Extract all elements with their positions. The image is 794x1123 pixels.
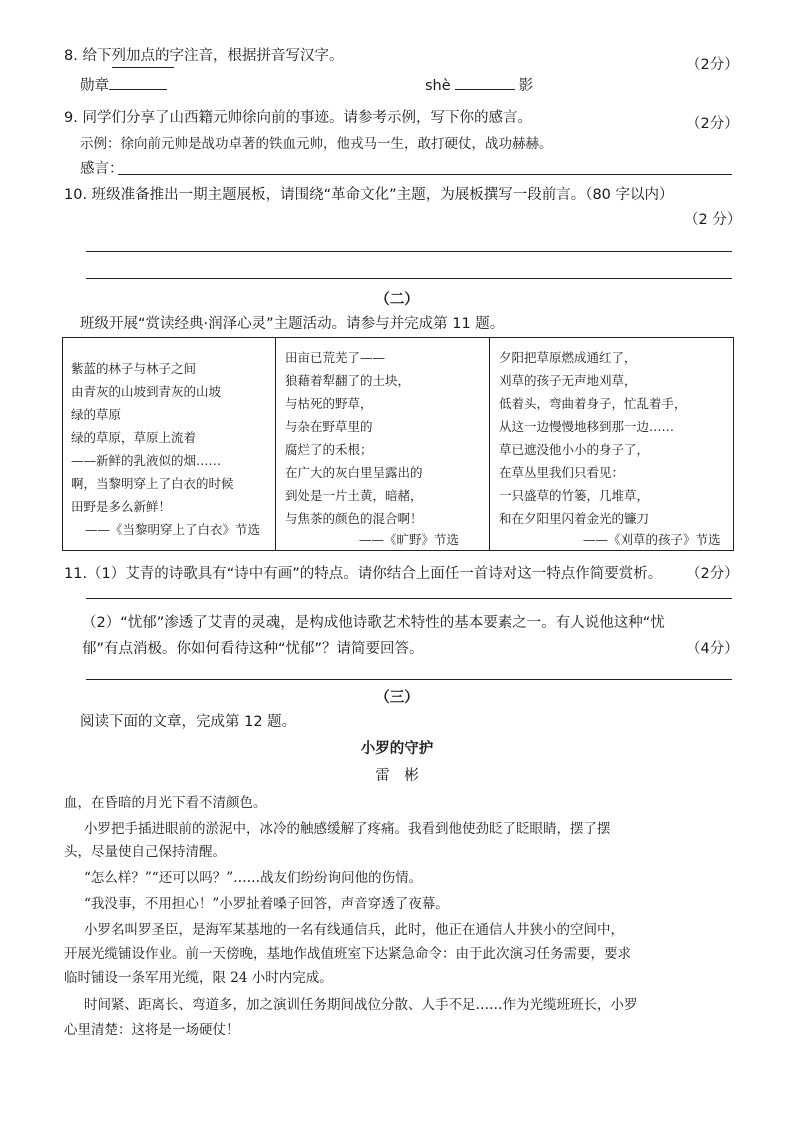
q8-item2-pinyin: shè	[425, 78, 451, 94]
poem1-line: 由青灰的山坡到青灰的山坡	[71, 384, 222, 399]
article-paragraph: 小罗把手插进眼前的淤泥中，冰冷的触感缓解了疼痛。我看到他使劲眨了眨眼睛，摆了摆	[84, 821, 611, 837]
q8-item1-upper-blank[interactable]	[112, 67, 174, 68]
q10-score: （2 分）	[684, 212, 742, 228]
q11-part2-line1: （2）“忧郁”渗透了艾青的灵魂，是构成他诗歌艺术特性的基本要素之一。有人说他这种“忧	[82, 615, 665, 631]
poem1-source: ——《当黎明穿上了白衣》节选	[85, 522, 261, 537]
poem2-line: 田亩已荒芜了——	[285, 350, 386, 365]
poem1-line: 啊，当黎明穿上了白衣的时候	[71, 476, 234, 491]
q8-item2-blank[interactable]	[455, 75, 515, 90]
poem2-line: 与枯死的野草，	[285, 396, 373, 411]
poem1-line: 绿的草原，草原上流着	[71, 430, 197, 445]
article-paragraph-cont: 头，尽量使自己保持清醒。	[64, 844, 226, 860]
q8-item1-text: 勋章	[80, 78, 109, 94]
q8-stem: 8. 给下列加点的字注音，根据拼音写汉字。	[64, 48, 344, 64]
poem2-line: 狼藉着犁翻了的土块，	[285, 373, 411, 388]
q9-answer-label: 感言：	[80, 161, 124, 177]
q8-item1-blank[interactable]	[109, 75, 167, 90]
article-paragraph: 小罗名叫罗圣臣，是海军某基地的一名有线通信兵，此时，他正在通信人井狭小的空间中，	[84, 922, 624, 938]
poem1-line: 田野是多么新鲜！	[71, 499, 172, 514]
section2-title: （二）	[375, 292, 419, 308]
poem-col-3	[491, 338, 733, 550]
poem3-line: 刈草的孩子无声地刈草，	[499, 373, 637, 388]
article-paragraph: 时间紧、距离长、弯道多，加之演训任务期间战位分散、人手不足……作为光缆班班长，小罗	[84, 997, 638, 1013]
section2-intro: 班级开展“赏读经典·润泽心灵”主题活动。请参与并完成第 11 题。	[80, 316, 505, 332]
q9-stem: 9. 同学们分享了山西籍元帅徐向前的事迹。请参考示例，写下你的感言。	[64, 110, 532, 126]
poem2-line: 腐烂了的禾根；	[285, 442, 373, 457]
poem3-line: 从这一边慢慢地移到那一边……	[499, 419, 675, 434]
poem2-line: 与杂在野草里的	[285, 419, 373, 434]
article-paragraph: “我没事，不用担心！”小罗扯着嗓子回答，声音穿透了夜幕。	[84, 896, 449, 912]
poem1-line: 紫蓝的林子与林子之间	[71, 361, 197, 376]
q9-score: （2分）	[686, 116, 739, 132]
poem3-line: 低着头，弯曲着身子，忙乱着手，	[499, 396, 687, 411]
q11-part1: 11.（1）艾青的诗歌具有“诗中有画”的特点。请你结合上面任一首诗对这一特点作简要赏析。	[64, 566, 663, 582]
q9-answer-line[interactable]	[118, 174, 732, 175]
poem3-line: 和在夕阳里闪着金光的镰刀	[499, 511, 650, 526]
article-paragraph: 血，在昏暗的月光下看不清颜色。	[64, 795, 267, 811]
q8-item2	[425, 74, 533, 95]
section3-title: （三）	[375, 690, 419, 706]
article-paragraph-cont: 心里清楚：这将是一场硬仗！	[64, 1022, 240, 1038]
section3-intro: 阅读下面的文章，完成第 12 题。	[80, 714, 297, 730]
poem3-source: ——《刈草的孩子》节选	[583, 532, 721, 547]
q10-answer-line-2[interactable]	[86, 278, 732, 279]
poem1-line: 绿的草原	[71, 407, 122, 422]
article-paragraph-cont: 开展光缆铺设作业。前一天傍晚，基地作战值班室下达紧急命令：由于此次演习任务需要，要求	[64, 946, 631, 962]
poem2-source: ——《旷野》节选	[359, 532, 460, 547]
poem3-line: 夕阳把草原燃成通红了，	[499, 350, 637, 365]
q8-score: （2分）	[686, 57, 739, 73]
q10-answer-line-1[interactable]	[86, 251, 732, 252]
poem3-line: 一只盛草的竹篓，几堆草，	[499, 488, 650, 503]
article-paragraph: “怎么样？”“还可以吗？”……战友们纷纷询问他的伤情。	[84, 870, 423, 886]
poem-col-2	[277, 338, 489, 550]
q11-part2-answer-line[interactable]	[86, 679, 732, 680]
poem1-line: ——新鲜的乳液似的烟……	[71, 453, 222, 468]
poem2-line: 到处是一片土黄，暗赭，	[285, 488, 423, 503]
poem-divider-1	[275, 338, 276, 550]
poem2-line: 在广大的灰白里呈露出的	[285, 465, 423, 480]
q11-part1-answer-line[interactable]	[86, 598, 732, 599]
q8-item2-suffix: 影	[518, 78, 534, 94]
q11-part2-line2: 郁”有点消极。你如何看待这种“忧郁”？请简要回答。	[82, 641, 424, 657]
q11-part1-score: （2分）	[686, 566, 739, 582]
poem-table	[62, 337, 734, 551]
article-paragraph-cont: 临时铺设一条军用光缆，限 24 小时内完成。	[64, 970, 333, 986]
article-author: 雷 彬	[375, 768, 419, 784]
q11-part2-score: （4分）	[686, 641, 739, 657]
poem-divider-2	[489, 338, 490, 550]
poem-col-1	[63, 338, 275, 550]
q9-example: 示例：徐向前元帅是战功卓著的铁血元帅，他戎马一生，敢打硬仗，战功赫赫。	[80, 136, 553, 152]
q8-item1	[80, 74, 167, 95]
poem3-line: 草已遮没他小小的身子了，	[499, 442, 650, 457]
poem3-line: 在草丛里我们只看见：	[499, 465, 625, 480]
q10-stem: 10. 班级准备推出一期主题展板，请围绕“革命文化”主题，为展板撰写一段前言。（80 字以内）	[64, 187, 674, 203]
article-title: 小罗的守护	[360, 741, 434, 757]
poem2-line: 与焦茶的颜色的混合啊！	[285, 511, 423, 526]
